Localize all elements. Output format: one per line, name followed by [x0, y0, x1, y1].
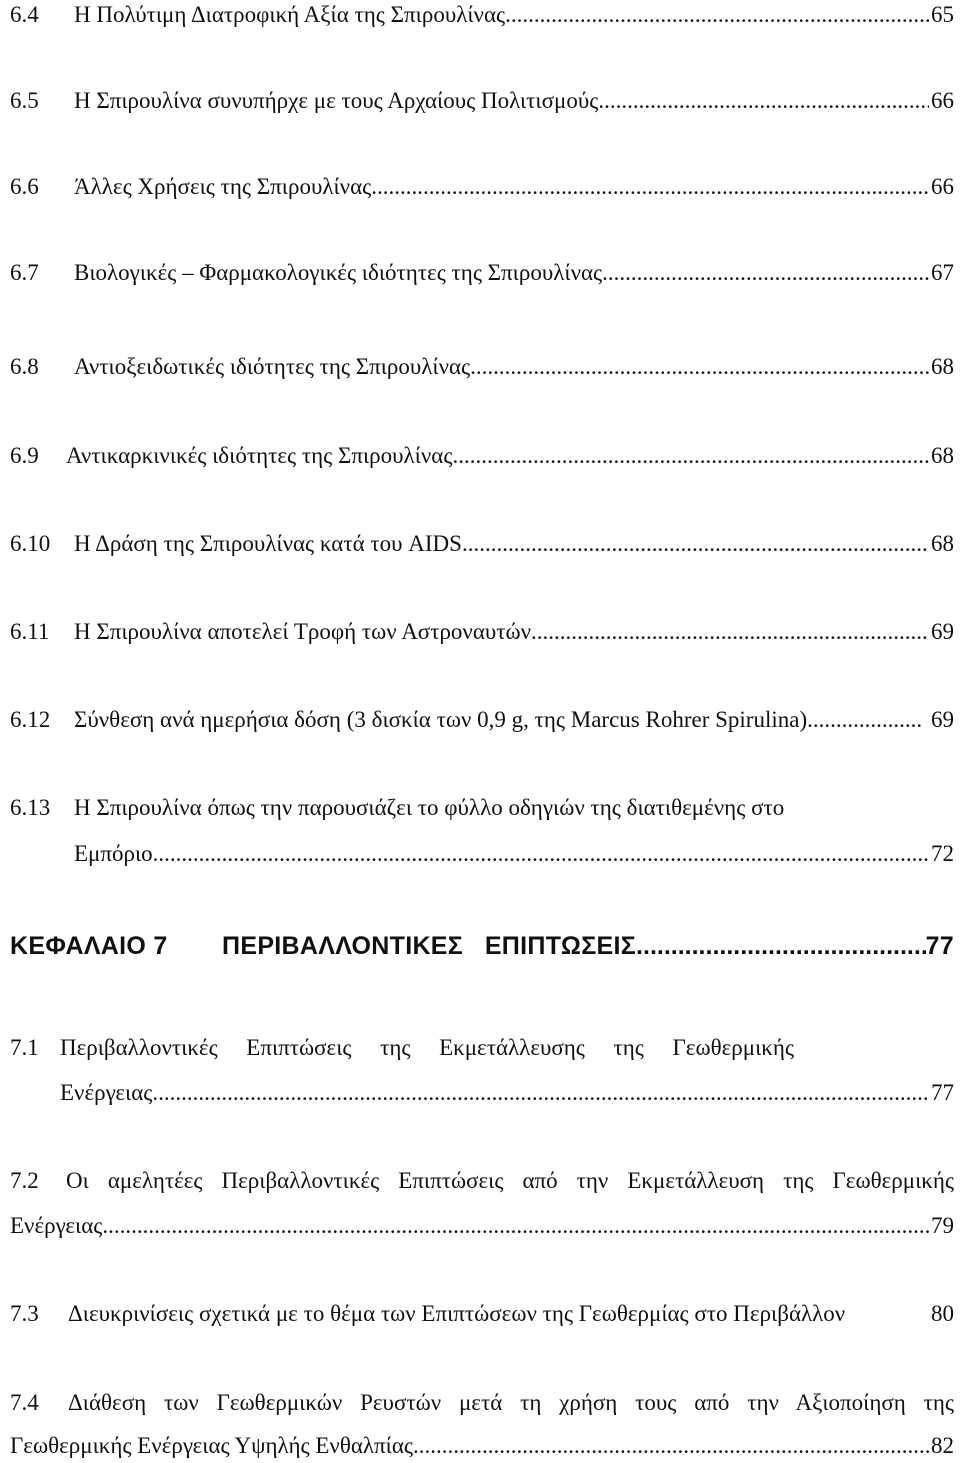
toc-entry-7-1-continued[interactable] [60, 1078, 954, 1108]
toc-entry-6-13[interactable] [10, 793, 954, 823]
dot-leader [371, 172, 929, 202]
toc-page: 77 [931, 1080, 954, 1105]
toc-page: 67 [931, 260, 954, 285]
toc-number: 6.12 [10, 707, 51, 732]
toc-entry-7-2-continued[interactable] [10, 1211, 954, 1241]
toc-title: Άλλες Χρήσεις της Σπιρουλίνας [74, 174, 372, 199]
toc-number: 6.10 [10, 531, 51, 556]
toc-title: Περιβαλλοντικές Επιπτώσεις της Εκμετάλλευσης της Γεωθερμικής [60, 1035, 794, 1060]
toc-page: 66 [931, 88, 954, 113]
toc-title: Αντικαρκινικές ιδιότητες της Σπιρουλίνας [66, 443, 453, 468]
toc-number: 6.6 [10, 174, 39, 199]
toc-title: Η Δράση της Σπιρουλίνας κατά του AIDS [74, 531, 462, 556]
toc-page: 69 [931, 619, 954, 644]
toc-page: 66 [931, 174, 954, 199]
toc-entry-6-9[interactable] [10, 441, 954, 471]
toc-page: 69 [931, 707, 954, 732]
toc-title: Εμπόριο [74, 841, 153, 866]
dot-leader [598, 86, 929, 116]
toc-entry-7-2[interactable] [10, 1166, 954, 1196]
toc-page: 68 [931, 531, 954, 556]
toc-title: Ενέργειας [60, 1080, 153, 1105]
toc-title: Αντιοξειδωτικές ιδιότητες της Σπιρουλίνας [74, 354, 471, 379]
dot-leader [152, 1078, 929, 1108]
dot-leader [636, 929, 926, 963]
toc-entry-6-13-continued[interactable] [74, 839, 954, 869]
toc-title: Ενέργειας [10, 1213, 103, 1238]
toc-number: 6.9 [10, 443, 39, 468]
toc-entry-6-8[interactable] [10, 352, 954, 382]
toc-page: 68 [931, 354, 954, 379]
toc-title: Βιολογικές – Φαρμακολογικές ιδιότητες της Σπιρουλίνας [74, 260, 603, 285]
toc-entry-6-7[interactable] [10, 258, 954, 288]
toc-entry-6-12[interactable] [10, 705, 954, 735]
toc-title: Οι αμελητέες Περιβαλλοντικές Επιπτώσεις από την Εκμετάλλευση της Γεωθερμικής [66, 1168, 954, 1193]
toc-number: 6.11 [10, 619, 50, 644]
dot-leader [531, 617, 929, 647]
toc-title: Σύνθεση ανά ημερήσια δόση (3 δισκία των 0,9 g, της Marcus Rohrer Spirulina) [74, 707, 808, 732]
toc-entry-7-4[interactable] [10, 1388, 954, 1418]
toc-page: 82 [931, 1433, 954, 1458]
dot-leader [462, 529, 929, 559]
toc-title: Διευκρινίσεις σχετικά με το θέμα των Επιπτώσεων της Γεωθερμίας στο Περιβάλλον [68, 1301, 846, 1326]
toc-entry-6-10[interactable] [10, 529, 954, 559]
chapter-label: ΚΕΦΑΛΑΙΟ 7 [10, 932, 168, 960]
toc-page: 77 [925, 932, 954, 960]
toc-number: 6.7 [10, 260, 39, 285]
toc-entry-6-4[interactable] [10, 0, 954, 30]
toc-title: Γεωθερμικής Ενέργειας Υψηλής Ενθαλπίας [10, 1433, 413, 1458]
toc-entry-7-1[interactable] [10, 1033, 794, 1063]
toc-page: 79 [931, 1213, 954, 1238]
toc-page: 72 [931, 841, 954, 866]
toc-number: 7.4 [10, 1390, 39, 1415]
toc-number: 7.1 [10, 1035, 39, 1060]
dot-leader [153, 839, 929, 869]
dot-leader [470, 352, 929, 382]
toc-number: 6.13 [10, 795, 51, 820]
toc-title: Η Σπιρουλίνα αποτελεί Τροφή των Αστροναυτών [74, 619, 532, 644]
chapter-title: ΠΕΡΙΒΑΛΛΟΝΤΙΚΕΣ ΕΠΙΠΤΩΣΕΙΣ [222, 932, 637, 960]
toc-entry-6-6[interactable] [10, 172, 954, 202]
toc-chapter-7[interactable] [10, 929, 954, 963]
dot-leader [505, 0, 929, 30]
dot-leader [452, 441, 929, 471]
dot-leader [413, 1431, 929, 1461]
toc-number: 6.8 [10, 354, 39, 379]
toc-title: Διάθεση των Γεωθερμικών Ρευστών μετά τη χρήση τους από την Αξιοποίηση της [68, 1390, 954, 1415]
toc-title: Η Σπιρουλίνα όπως την παρουσιάζει το φύλλο οδηγιών της διατιθεμένης στο [74, 795, 785, 820]
dot-leader [102, 1211, 929, 1241]
toc-number: 6.4 [10, 2, 39, 27]
dot-leader [602, 258, 929, 288]
toc-title: Η Σπιρουλίνα συνυπήρχε με τους Αρχαίους Πολιτισμούς [74, 88, 599, 113]
toc-entry-6-11[interactable] [10, 617, 954, 647]
toc-number: 6.5 [10, 88, 39, 113]
dot-leader [807, 705, 923, 735]
toc-entry-6-5[interactable] [10, 86, 954, 116]
toc-entry-7-4-continued[interactable] [10, 1431, 954, 1461]
toc-entry-7-3[interactable] [10, 1299, 954, 1329]
toc-number: 7.2 [10, 1168, 39, 1193]
toc-number: 7.3 [10, 1301, 39, 1326]
toc-title: Η Πολύτιμη Διατροφική Αξία της Σπιρουλίνας [74, 2, 506, 27]
toc-page: 65 [931, 2, 954, 27]
toc-page: 80 [931, 1301, 954, 1326]
toc-page: 68 [931, 443, 954, 468]
